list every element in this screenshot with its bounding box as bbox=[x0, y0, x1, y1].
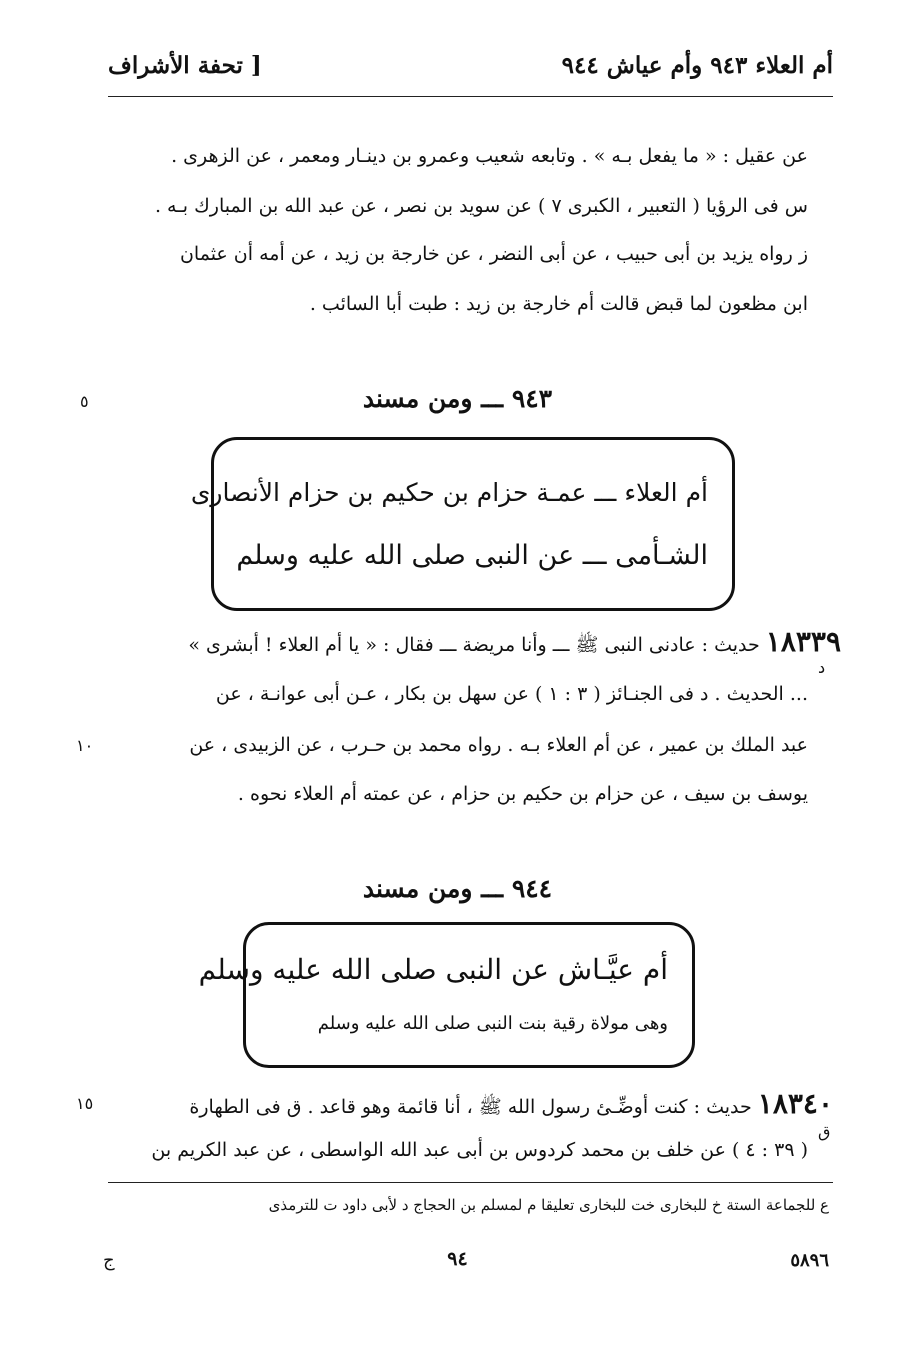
header-rule bbox=[108, 96, 833, 97]
sigla-legend: ع للجماعة الستة خ للبخارى خت للبخارى تعليقا م لمسلم بن الحجاج د لأبى داود ت للترمذى bbox=[268, 1196, 829, 1214]
hadith-18339-line: عبد الملك بن عمير ، عن أم العلاء بـه . رواه محمد بن حـرب ، عن الزبيدى ، عن bbox=[189, 734, 808, 756]
hadith-18340-line-1 bbox=[189, 1087, 833, 1121]
running-head-book: [ تحفة الأشراف bbox=[108, 52, 262, 79]
hadith-18339-line-1 bbox=[188, 625, 841, 659]
hadith-18339-text: حديث : عادنى النبى ﷺ ـــ وأنا مريضة ـــ فقال : « يا أم العلاء ! أبشرى » bbox=[188, 634, 760, 656]
section-943-frame-line-2: الشـأمى ـــ عن النبى صلى الله عليه وسلم bbox=[236, 540, 708, 571]
intro-line: ابن مظعون لما قبض قالت أم خارجة بن زيد : طبت أبا السائب . bbox=[309, 293, 808, 315]
sheet-number: ٥٨٩٦ bbox=[790, 1250, 829, 1271]
intro-line: س فى الرؤيا ( التعبير ، الكبرى ٧ ) عن سويد بن نصر ، عن عبد الله بن المبارك بـه . bbox=[154, 195, 808, 217]
margin-line-number-5: ٥ bbox=[80, 392, 89, 411]
running-head-title: أم العلاء ٩٤٣ وأم عياش ٩٤٤ bbox=[561, 52, 833, 79]
section-944-name-frame bbox=[198, 922, 695, 1068]
footer-rule bbox=[108, 1182, 833, 1183]
signature-mark: ج bbox=[103, 1250, 115, 1271]
margin-siglum-d: د bbox=[818, 658, 826, 677]
margin-line-number-10: ١٠ bbox=[76, 736, 94, 755]
margin-siglum-q: ق bbox=[818, 1122, 831, 1141]
hadith-number-18340: ١٨٣٤٠ bbox=[757, 1087, 833, 1120]
intro-line: ز رواه يزيد بن أبى حبيب ، عن أبى النضر ، عن خارجة بن زيد ، عن أمه أن عثمان bbox=[179, 243, 808, 265]
section-944-frame-line-1: أم عيَّـاش عن النبى صلى الله عليه وسلم bbox=[198, 953, 668, 986]
intro-line: عن عقيل : « ما يفعل بـه » . وتابعه شعيب وعمرو بن دينـار ومعمر ، عن الزهرى . bbox=[171, 145, 808, 167]
hadith-18340-line: ( ٣٩ : ٤ ) عن خلف بن محمد كردوس بن أبى عبد الله الواسطى ، عن عبد الكريم بن bbox=[151, 1139, 808, 1161]
section-944-frame-line-2: وهى مولاة رقية بنت النبى صلى الله عليه وسلم bbox=[317, 1013, 668, 1034]
section-944-heading: ٩٤٤ ـــ ومن مسند bbox=[362, 874, 553, 903]
hadith-18340-text: حديث : كنت أوضِّـئ رسول الله ﷺ ، أنا قائمة وهو قاعد . ق فى الطهارة bbox=[189, 1096, 752, 1118]
page-number: ٩٤ bbox=[447, 1248, 468, 1270]
hadith-18339-line: ... الحديث . د فى الجنـائز ( ٣ : ١ ) عن سهل بن بكار ، عـن أبى عوانـة ، عن bbox=[215, 683, 808, 705]
running-head bbox=[108, 52, 833, 88]
hadith-number-18339: ١٨٣٣٩ bbox=[765, 625, 841, 658]
section-943-frame-line-1: أم العلاء ـــ عمـة حزام بن حكيم بن حزام الأنصارى bbox=[190, 478, 708, 507]
hadith-18339-line: يوسف بن سيف ، عن حزام بن حكيم بن حزام ، عن عمته أم العلاء نحوه . bbox=[237, 783, 808, 805]
section-943-name-frame bbox=[190, 437, 735, 611]
margin-line-number-15: ١٥ bbox=[76, 1094, 94, 1113]
section-943-heading: ٩٤٣ ـــ ومن مسند bbox=[362, 384, 553, 413]
